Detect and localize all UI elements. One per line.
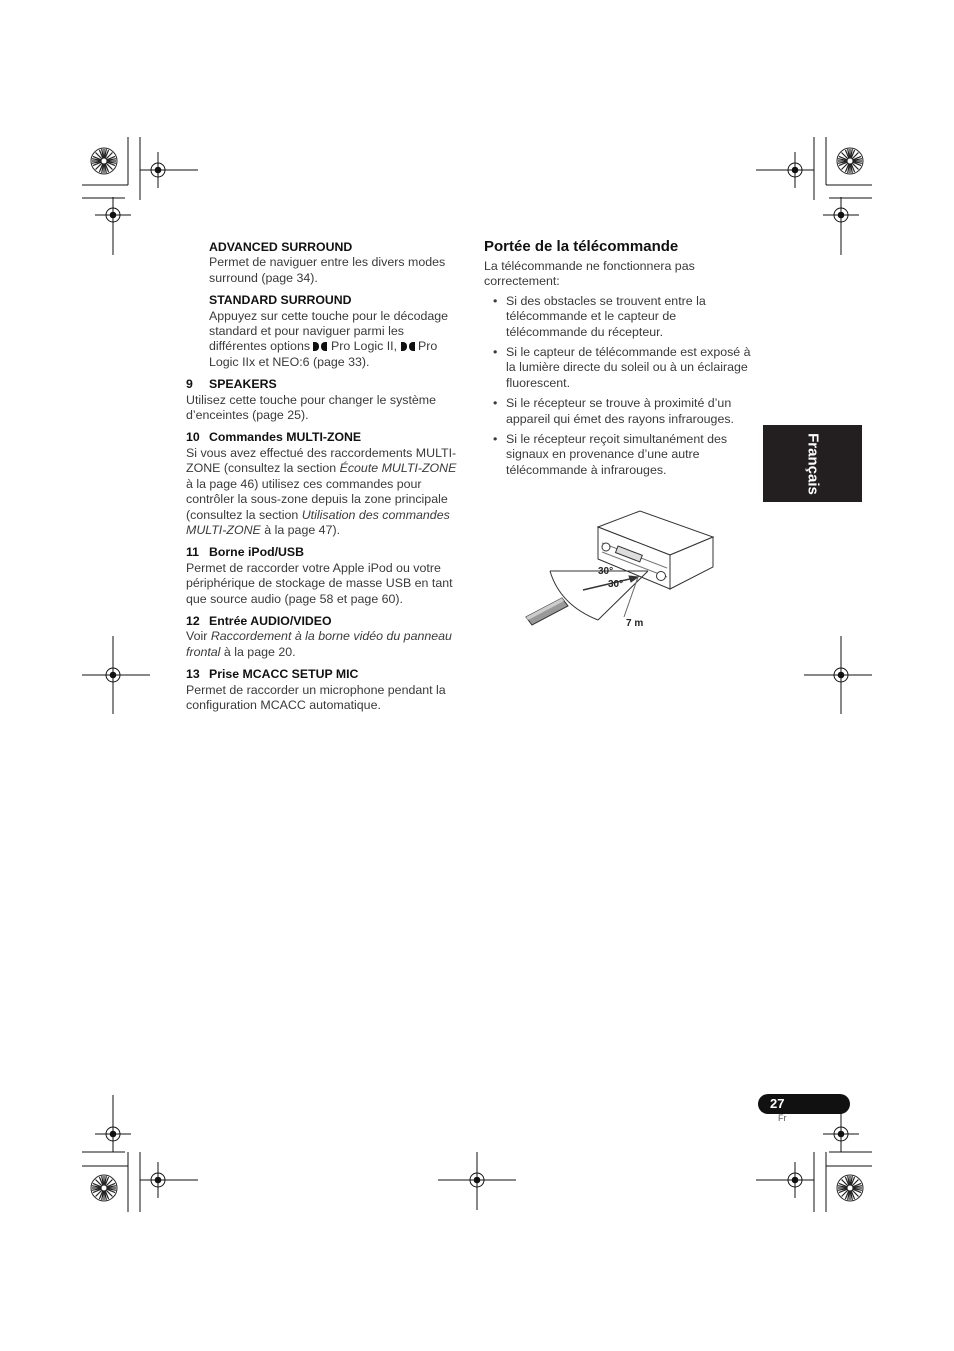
remote-range-title: Portée de la télécommande <box>484 238 679 255</box>
item-10-number: 10 <box>186 430 200 445</box>
advanced-surround-text: Permet de naviguer entre les divers modes surround (page 34). <box>209 255 446 285</box>
item-10-text-c: à la page 47). <box>264 522 341 537</box>
right-column <box>484 238 756 483</box>
page-number: 27 <box>770 1096 785 1111</box>
standard-surround-title: STANDARD SURROUND <box>209 293 352 308</box>
item-10-text <box>186 446 462 538</box>
crop-mark-bottom-left <box>82 1095 198 1212</box>
item-13-title: Prise MCACC SETUP MIC <box>209 667 359 682</box>
item-12-text <box>186 629 462 660</box>
dolby-icon <box>313 342 327 351</box>
advanced-surround-title: ADVANCED SURROUND <box>209 240 353 254</box>
item-9 <box>186 377 462 423</box>
remote-range-figure <box>520 505 720 635</box>
item-11-number: 11 <box>186 545 199 560</box>
item-11-text: Permet de raccorder votre Apple iPod ou votre périphérique de stockage de masse USB en tant que source audio (page 58 et page 60). <box>186 560 453 606</box>
item-10-italic-b: Utilisation des commandes MULTI-ZONE <box>186 507 450 537</box>
item-10 <box>186 430 462 538</box>
bullet-icon: • <box>493 432 498 447</box>
remote-control-illustration <box>526 598 568 625</box>
language-tab-label: Français <box>804 432 821 495</box>
bullet-icon: • <box>493 345 498 360</box>
item-13 <box>186 667 462 713</box>
distance-label: 7 m <box>626 618 644 629</box>
item-12-title: Entrée AUDIO/VIDEO <box>209 613 332 628</box>
item-10-italic-a: Écoute MULTI-ZONE <box>339 461 457 476</box>
list-item: • Si le récepteur se trouve à proximité d’un appareil qui émet des rayons infrarouges. <box>493 396 734 426</box>
standard-surround-text-mid: Pro Logic II, <box>330 339 398 354</box>
standard-surround-text <box>209 309 462 371</box>
bullet-icon: • <box>493 293 498 308</box>
list-item: • Si le récepteur reçoit simultanément des signaux en provenance d’une autre télécommande à infrarouges. <box>493 432 728 477</box>
bullet-icon: • <box>493 396 498 411</box>
item-12-text-a: Voir <box>186 629 208 644</box>
item-12 <box>186 614 462 660</box>
crop-mark-top-right <box>756 137 872 255</box>
crop-mark-top-left <box>82 137 198 255</box>
item-9-text: Utilisez cette touche pour changer le système d’enceintes (page 25). <box>186 392 437 423</box>
item-9-title: SPEAKERS <box>209 377 277 392</box>
item-13-number: 13 <box>186 667 200 682</box>
remote-range-intro: La télécommande ne fonctionnera pas correctement: <box>484 259 695 289</box>
item-9-number: 9 <box>186 377 193 392</box>
receiver-illustration <box>598 511 713 589</box>
item-10-text-b: à la page 46) utilisez ces commandes pour contrôler la sous-zone depuis la zone principale (consultez la section <box>186 476 448 522</box>
standard-surround-section <box>186 293 462 370</box>
list-item: • Si des obstacles se trouvent entre la télécommande et le capteur de télécommande du récepteur. <box>493 293 706 339</box>
dolby-icon <box>401 342 415 351</box>
language-tab <box>763 425 862 502</box>
item-12-text-b: à la page 20. <box>223 644 296 659</box>
item-12-italic: Raccordement à la borne vidéo du panneau frontal <box>186 629 452 659</box>
angle-lower-label: 30° <box>608 579 624 590</box>
angle-upper-label: 30° <box>598 566 614 577</box>
left-column <box>186 240 462 713</box>
item-11-title: Borne iPod/USB <box>209 545 304 560</box>
language-code: Fr <box>778 1113 787 1123</box>
item-13-text: Permet de raccorder un microphone pendant la configuration MCACC automatique. <box>186 682 446 712</box>
item-11 <box>186 545 462 607</box>
item-10-title: Commandes MULTI-ZONE <box>209 430 362 445</box>
item-12-number: 12 <box>186 613 200 628</box>
standard-surround-text-before: Appuyez sur cette touche pour le décodage standard et pour naviguer parmi les différentes options <box>209 308 449 354</box>
item-10-text-a: Si vous avez effectué des raccordements MULTI-ZONE (consultez la section <box>186 445 457 476</box>
list-item: • Si le capteur de télécommande est exposé à la lumière directe du soleil ou à un éclairage fluorescent. <box>493 345 751 390</box>
range-cone <box>550 571 648 620</box>
advanced-surround-section <box>186 240 462 286</box>
crop-mark-bottom-center <box>438 1152 516 1210</box>
page-number-badge <box>758 1094 850 1114</box>
standard-surround-text-after: Pro Logic IIx et NEO:6 (page 33). <box>209 339 438 369</box>
remote-range-list <box>484 294 756 478</box>
